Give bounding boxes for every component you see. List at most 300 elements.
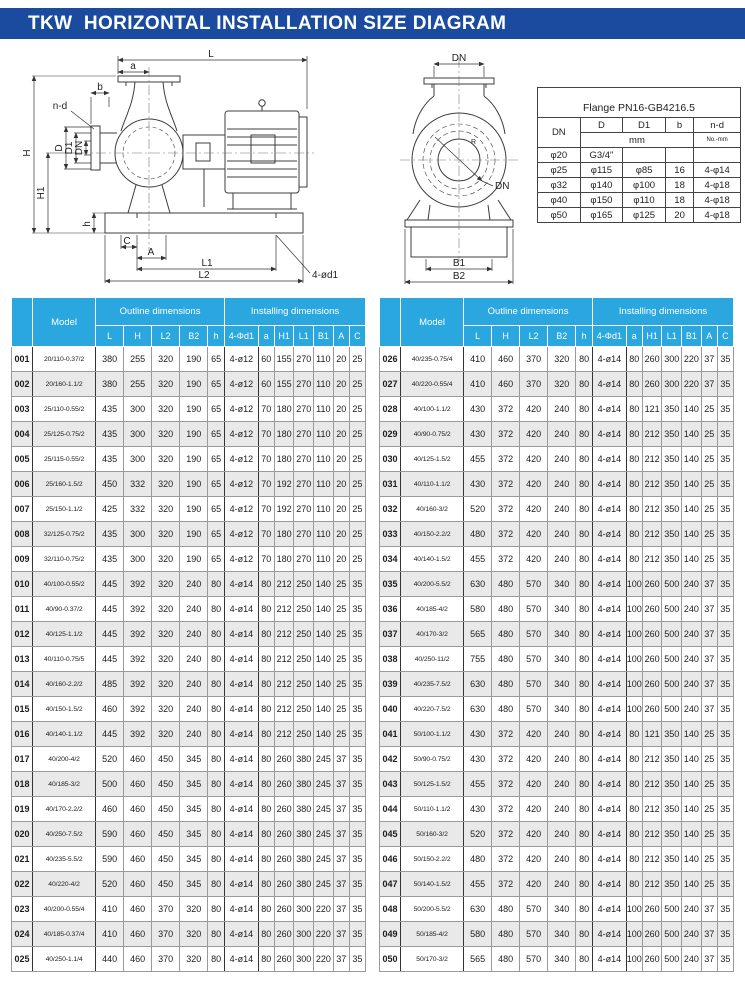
dimension-value: 25 [349,472,365,497]
dimension-value: 270 [294,372,314,397]
dimension-value: 245 [314,872,334,897]
dimension-value: 320 [152,347,180,372]
dimension-value: 240 [682,647,702,672]
dimension-value: 345 [180,772,208,797]
dimension-value: 80 [208,897,225,922]
dimension-value: 20 [333,497,349,522]
dimension-value: 420 [520,747,548,772]
dimension-value: 260 [642,922,662,947]
dimension-value: 35 [349,822,365,847]
spec-table-row [12,572,366,597]
dimension-value: 140 [314,697,334,722]
col-A: A [701,326,717,347]
dimension-value: 35 [349,697,365,722]
col-L1: L1 [294,326,314,347]
dimension-value: 212 [642,872,662,897]
dimension-value: 37 [701,672,717,697]
dimension-value: 320 [180,922,208,947]
dimension-value: 350 [662,797,682,822]
dimension-value: 435 [96,397,124,422]
dimension-value: 320 [152,447,180,472]
dimension-value: 20 [333,547,349,572]
dimension-value: 630 [464,672,492,697]
row-number: 044 [380,797,401,822]
dimension-value: 410 [96,897,124,922]
dimension-value: 480 [464,522,492,547]
page-title: TKW HORIZONTAL INSTALLATION SIZE DIAGRAM [28,12,507,34]
dimension-value: 300 [124,447,152,472]
dim-label-D: D [54,144,65,152]
col-L2: L2 [520,326,548,347]
row-number: 003 [12,397,33,422]
dimension-value: 420 [520,797,548,822]
spec-table-row [380,622,734,647]
col-L2: L2 [152,326,180,347]
dimension-value: 4-ø14 [225,847,259,872]
dim-label-a: a [130,61,136,72]
dimension-value: 35 [717,897,733,922]
pump-side-view-diagram [14,45,359,290]
dimension-value: 340 [548,597,576,622]
dimension-value: 35 [717,722,733,747]
dimension-value: 25 [349,447,365,472]
dimension-value: 372 [492,747,520,772]
model-cell: 25/110-0.55/2 [33,397,96,422]
dimension-value: 80 [208,597,225,622]
spec-table-row [380,372,734,397]
dimension-value: 220 [682,347,702,372]
row-number: 049 [380,922,401,947]
spec-table-row [12,447,366,472]
dimension-value: 580 [464,922,492,947]
model-cell: 40/90-0.75/2 [401,422,464,447]
dimension-value: 65 [208,472,225,497]
dimension-value: 4-ø14 [225,872,259,897]
spec-table-row [12,722,366,747]
dimension-value: 190 [180,547,208,572]
dimension-value: 320 [548,347,576,372]
row-number: 023 [12,897,33,922]
dimension-value: 80 [208,672,225,697]
row-number: φ20 [538,148,581,163]
row-number: 004 [12,422,33,447]
dimension-value: 270 [294,497,314,522]
dimension-value: 80 [258,697,274,722]
dimension-value: 460 [124,922,152,947]
dimension-value: 37 [701,647,717,672]
dimension-value: 70 [258,472,274,497]
dimension-value: 25 [701,722,717,747]
dim-label-L1: L1 [201,258,213,269]
dimension-value: 450 [152,772,180,797]
dimension-value: 100 [626,647,642,672]
dimension-value: 420 [520,822,548,847]
dimension-value: 240 [682,672,702,697]
dimension-value: 80 [208,722,225,747]
dimension-value: 500 [662,697,682,722]
spec-table-row [380,447,734,472]
dimension-value: 240 [682,897,702,922]
dim-label-D1: D1 [64,141,75,155]
dimension-value: 212 [642,847,662,872]
dimension-value: 450 [152,797,180,822]
row-number: φ25 [538,163,581,178]
dimension-value: 212 [642,547,662,572]
spec-table-row [12,497,366,522]
spec-table-row [12,922,366,947]
model-cell: 40/170-3/2 [401,622,464,647]
dimension-value: 500 [662,572,682,597]
dimension-value: 190 [180,372,208,397]
dimension-value: 80 [576,847,593,872]
dimension-value: 140 [314,672,334,697]
dimension-value: 570 [520,647,548,672]
dimension-value: 60 [258,347,274,372]
dimension-value: 80 [626,522,642,547]
dimension-value: 250 [294,672,314,697]
dimension-value: 80 [208,947,225,972]
spec-table-row [12,372,366,397]
dimension-value: 80 [258,572,274,597]
dimension-value: 320 [152,372,180,397]
dimension-value: 480 [492,572,520,597]
model-cell: 40/150-1.5/2 [33,697,96,722]
dimension-value: 345 [180,747,208,772]
dimension-value: 4-ø14 [593,472,627,497]
dimension-value: 16 [665,163,693,178]
dimension-value: 4-φ18 [694,208,741,223]
dimension-value: 190 [180,497,208,522]
dimension-value: 25 [701,397,717,422]
dimension-value: 4-φ18 [694,193,741,208]
dimension-value: 80 [576,722,593,747]
dimension-value: 4-ø14 [593,897,627,922]
dimension-value: 35 [717,397,733,422]
dimension-value: 372 [492,847,520,872]
dim-label-B1: B1 [452,258,466,269]
dimension-value: 35 [717,347,733,372]
spec-table-row [380,347,734,372]
dimension-value: 450 [96,472,124,497]
dimension-value: 300 [294,922,314,947]
dimension-value: 37 [333,772,349,797]
dimension-value: 80 [258,722,274,747]
dimension-value: 410 [464,372,492,397]
dimension-value: 20 [333,347,349,372]
dimension-value: 20 [333,447,349,472]
dimension-value: 4-ø14 [593,747,627,772]
spec-table-row [380,572,734,597]
dimension-value: 250 [294,622,314,647]
dimensions-table-left [11,297,366,972]
dimension-value: 35 [717,472,733,497]
dimension-value: 4-ø12 [225,397,259,422]
dimension-value: 65 [208,497,225,522]
model-cell: 40/140-1.5/2 [401,547,464,572]
row-number: 039 [380,672,401,697]
dimension-value: 392 [124,597,152,622]
dimension-value: 140 [682,772,702,797]
model-cell: 50/150-2.2/2 [401,847,464,872]
dimension-value: φ125 [623,208,666,223]
dim-label-DN-top: DN [451,53,467,64]
row-number: 037 [380,622,401,647]
row-number: 041 [380,722,401,747]
model-cell: 40/170-2.2/2 [33,797,96,822]
spec-table-row [12,872,366,897]
flange-table-row [538,148,741,163]
row-number: 010 [12,572,33,597]
row-number: 034 [380,547,401,572]
dimension-value: 25 [701,447,717,472]
dimension-value: 140 [682,722,702,747]
dimension-value: 4-ø14 [593,722,627,747]
dimension-value: 80 [576,547,593,572]
dimension-value: 320 [152,697,180,722]
row-number: 013 [12,647,33,672]
dimension-value: 4-ø14 [593,597,627,622]
dimension-value: 37 [333,947,349,972]
dimension-value: 372 [492,422,520,447]
dimension-value: 570 [520,572,548,597]
spec-table-row [12,897,366,922]
dimension-value: 340 [548,922,576,947]
dimension-value: 4-ø14 [225,622,259,647]
dimension-value: 300 [124,522,152,547]
spec-table-row [380,772,734,797]
dimension-value: 35 [717,547,733,572]
pump-front-view-diagram [372,50,547,285]
dim-label-R: R [471,139,477,146]
dimension-value: 460 [124,797,152,822]
dimension-value: 25 [701,547,717,572]
dimension-value: 180 [274,447,294,472]
model-cell: 40/100-0.55/2 [33,572,96,597]
dimension-value: 180 [274,422,294,447]
dimension-value: 260 [642,622,662,647]
spec-table-row [380,647,734,672]
dimension-value: 192 [274,472,294,497]
dimension-value: 372 [492,722,520,747]
flange-table-row [538,163,741,178]
row-number: 026 [380,347,401,372]
dimension-value: 80 [258,872,274,897]
dimension-value: 192 [274,497,294,522]
spec-table-row [380,597,734,622]
dimension-value: 140 [682,872,702,897]
dimension-value: 250 [294,597,314,622]
model-cell: 40/250-11/2 [401,647,464,672]
dimension-value: 370 [520,347,548,372]
dimension-value: 370 [152,947,180,972]
dimension-value: 4-ø14 [593,347,627,372]
dim-label-A: A [147,247,155,258]
dimension-value: 420 [520,472,548,497]
dimension-value: 80 [576,897,593,922]
dimension-value: 110 [314,347,334,372]
dimension-value: 565 [464,947,492,972]
model-cell: 25/150-1.1/2 [33,497,96,522]
dimension-value: 430 [464,472,492,497]
dimension-value: 350 [662,722,682,747]
dimension-value: 80 [576,522,593,547]
dimension-value: 430 [464,797,492,822]
dimension-value: 240 [682,622,702,647]
dimension-value: φ110 [623,193,666,208]
dimension-value: 260 [274,797,294,822]
number-column-header [12,298,33,347]
dimension-value: 240 [548,722,576,747]
dimension-value: 320 [152,472,180,497]
spec-table-row [380,697,734,722]
col-h: h [208,326,225,347]
spec-table-row [380,822,734,847]
row-number: 015 [12,697,33,722]
dimension-value: 212 [642,472,662,497]
row-number: 033 [380,522,401,547]
dimension-value: 35 [349,747,365,772]
dimension-value: 300 [662,347,682,372]
dimension-value: 80 [626,797,642,822]
dimension-value: 65 [208,522,225,547]
dimension-value [665,148,693,163]
dimension-value: 270 [294,472,314,497]
model-cell: 40/235-5.5/2 [33,847,96,872]
dimension-value: 300 [662,372,682,397]
dimension-value: 435 [96,447,124,472]
dimension-value: 25 [349,397,365,422]
outline-group-header: Outline dimensions [464,298,593,326]
dimension-value: 240 [180,647,208,672]
dimension-value: 35 [717,697,733,722]
dimension-value: 100 [626,672,642,697]
dimension-value: 212 [274,722,294,747]
dimension-value: 65 [208,422,225,447]
dimension-value: 37 [333,847,349,872]
dimension-value: 435 [96,547,124,572]
dimension-value: 320 [152,672,180,697]
dimension-value: 350 [662,772,682,797]
dimension-value: 80 [576,422,593,447]
dimension-value: 212 [642,772,662,797]
dimension-value: 240 [548,497,576,522]
dimension-value: 500 [662,897,682,922]
flange-col-d: D [580,118,623,133]
dimension-value: 372 [492,872,520,897]
model-cell: 40/90-0.37/2 [33,597,96,622]
dimension-value: 372 [492,397,520,422]
dimension-value: 260 [642,647,662,672]
col-L: L [96,326,124,347]
dimension-value: 320 [152,597,180,622]
dimension-value: 70 [258,422,274,447]
dimension-value: 80 [576,772,593,797]
installing-group-header: Installing dimensions [225,298,366,326]
dimension-value: 37 [701,597,717,622]
model-cell: 50/110-1.1/2 [401,797,464,822]
dimension-value: 370 [520,372,548,397]
dimension-value: 4-ø14 [225,647,259,672]
dimension-value: 250 [294,572,314,597]
dimension-value: 110 [314,472,334,497]
dimension-value: 110 [314,547,334,572]
dimension-value: 80 [626,447,642,472]
model-cell: 40/100-1.1/2 [401,397,464,422]
number-column-header [380,298,401,347]
dimension-value: 80 [626,772,642,797]
dimension-value: 25 [701,472,717,497]
dimension-value: 37 [333,897,349,922]
dimension-value: 4-ø12 [225,522,259,547]
dimension-value: 445 [96,622,124,647]
dimension-value: 4-ø14 [593,672,627,697]
dimension-value: 65 [208,547,225,572]
flange-col-d1: D1 [623,118,666,133]
dimension-value: 392 [124,572,152,597]
dimension-value: 245 [314,822,334,847]
dimension-value: 140 [314,647,334,672]
row-number: 047 [380,872,401,897]
col-a: a [258,326,274,347]
dimension-value: 500 [662,947,682,972]
row-number: 019 [12,797,33,822]
dimension-value: 590 [96,847,124,872]
spec-table-row [380,422,734,447]
dimension-value: 430 [464,722,492,747]
dimension-value: 4-ø14 [593,572,627,597]
dimension-value: 630 [464,697,492,722]
dimension-value: 4-ø14 [225,897,259,922]
dimension-value: 300 [124,397,152,422]
dimension-value: 480 [492,647,520,672]
row-number: 030 [380,447,401,472]
dimension-value: 140 [682,472,702,497]
row-number: 046 [380,847,401,872]
dimension-value: 80 [576,597,593,622]
dimension-value: 240 [180,722,208,747]
dimension-value: 70 [258,547,274,572]
dimension-value: 37 [701,347,717,372]
dimension-value: 320 [180,897,208,922]
dimension-value: 260 [642,572,662,597]
dimension-value: 4-ø14 [593,522,627,547]
dimension-value: 140 [682,547,702,572]
spec-table-row [380,672,734,697]
dimension-value: 570 [520,672,548,697]
dimension-value: 340 [548,622,576,647]
dimension-value: 25 [349,497,365,522]
dimension-value: 35 [349,897,365,922]
dimension-value: 4-ø12 [225,422,259,447]
dimension-value: 260 [642,372,662,397]
dimension-value: 80 [626,747,642,772]
dimension-value: 570 [520,697,548,722]
dimension-value: 345 [180,797,208,822]
model-cell: φ115 [580,163,623,178]
dimension-value: 320 [548,372,576,397]
dimension-value: 260 [274,847,294,872]
dimension-value: 340 [548,647,576,672]
dimension-value: 332 [124,472,152,497]
dimension-value: 380 [96,347,124,372]
model-cell: φ165 [580,208,623,223]
col-4d1: 4-Φd1 [225,326,259,347]
dimension-value: 260 [274,747,294,772]
dimension-value: 35 [717,672,733,697]
dimension-value: 80 [208,847,225,872]
spec-table-row [12,622,366,647]
dimension-value: 260 [274,922,294,947]
